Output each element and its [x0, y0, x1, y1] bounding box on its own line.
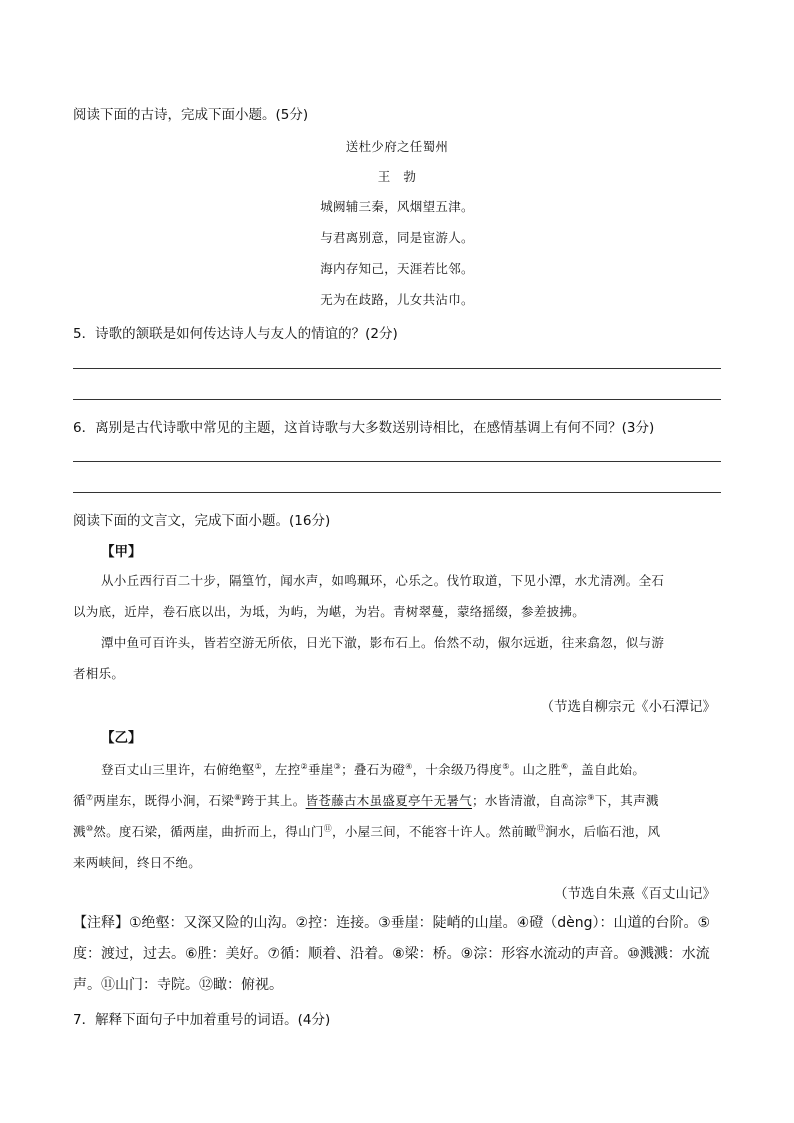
- poem-line: 与君离别意，同是宦游人。: [320, 230, 474, 245]
- poem-line: 海内存知己，天涯若比邻。: [320, 261, 474, 276]
- passage-a-text: 者相乐。: [73, 666, 125, 681]
- note-marker: ⑥: [560, 761, 569, 771]
- notes-line: 【注释】①绝壑：又深又险的山沟。②控：连接。③垂崖：陡峭的山崖。④磴（dèng）：山道的台阶。⑤: [73, 915, 711, 931]
- note-marker: ①: [254, 761, 263, 771]
- poem-line: 城阙辅三秦，风烟望五津。: [320, 199, 474, 214]
- note-marker: ⑫: [536, 823, 546, 833]
- note-marker: ②: [300, 761, 308, 771]
- note-marker: ⑤: [502, 761, 510, 771]
- note-marker: ⑩: [85, 823, 94, 833]
- question-6: 6．离别是古代诗歌中常见的主题，这首诗歌与大多数送别诗相比，在感情基调上有何不同？(3分): [73, 420, 655, 436]
- answer-line[interactable]: [73, 461, 721, 462]
- passage-b-line-4: 来两峡间，终日不绝。: [73, 855, 202, 870]
- poem-line: 无为在歧路，儿女共沾巾。: [320, 292, 474, 307]
- answer-line[interactable]: [73, 368, 721, 369]
- note-marker: ⑨: [587, 792, 595, 802]
- answer-line[interactable]: [73, 492, 721, 493]
- poem-author: 王 勃: [377, 169, 417, 184]
- note-marker: ⑧: [234, 792, 242, 802]
- passage-b-label: 【乙】: [101, 730, 142, 746]
- passage-a-text: 以为底，近岸，卷石底以出，为坻，为屿，为嵁，为岩。青树翠蔓，蒙络摇缀，参差披拂。: [73, 604, 586, 619]
- note-marker: ⑦: [85, 792, 94, 802]
- note-marker: ④: [405, 761, 413, 771]
- prose-instruction: 阅读下面的文言文，完成下面小题。(16分): [73, 513, 331, 529]
- passage-a-text: 潭中鱼可百许头，皆若空游无所依，日光下澈，影布石上。佁然不动，俶尔远逝，往来翕忽，似与游: [101, 635, 665, 650]
- question-5: 5．诗歌的颔联是如何传达诗人与友人的情谊的？(2分): [73, 326, 398, 342]
- notes-line: 度：渡过，过去。⑥胜：美好。⑦循：顺着、沿着。⑧梁：桥。⑨淙：形容水流动的声音。⑩溅溅：水流: [73, 946, 710, 962]
- question-7: 7．解释下面句子中加着重号的词语。(4分): [73, 1012, 331, 1028]
- passage-b-line-3: 溅⑩然。度石梁，循两崖，曲折而上，得山门⑪，小屋三间，不能容十许人。然前瞰⑫涧水，后临石池，风: [73, 823, 661, 839]
- poem-instruction: 阅读下面的古诗，完成下面小题。(5分): [73, 107, 309, 123]
- poem-title: 送杜少府之任蜀州: [345, 139, 449, 154]
- answer-line[interactable]: [73, 399, 721, 400]
- note-marker: ③: [333, 761, 342, 771]
- passage-b-line-1: 登百丈山三里许，右俯绝壑①，左控②垂崖③；叠石为磴④，十余级乃得度⑤。山之胜⑥，盖自此始。: [101, 761, 646, 777]
- passage-b-source: （节选自朱熹《百丈山记》: [554, 886, 716, 902]
- passage-a-label: 【甲】: [101, 544, 142, 560]
- passage-a-text: 从小丘西行百二十步，隔篁竹，闻水声，如鸣珮环，心乐之。伐竹取道，下见小潭，水尤清冽。全石: [101, 573, 665, 588]
- notes-line: 声。⑪山门：寺院。⑫瞰：俯视。: [73, 977, 283, 993]
- passage-a-source: （节选自柳宗元《小石潭记》: [540, 699, 716, 715]
- passage-b-line-2: 循⑦两崖东，既得小涧，石梁⑧跨于其上。皆苍藤古木虽盛夏亭午无暑气；水皆清澈，自高淙⑨下，其声溅: [73, 792, 659, 808]
- note-marker: ⑪: [323, 823, 333, 833]
- underlined-sentence: 皆苍藤古木虽盛夏亭午无暑气: [305, 793, 473, 808]
